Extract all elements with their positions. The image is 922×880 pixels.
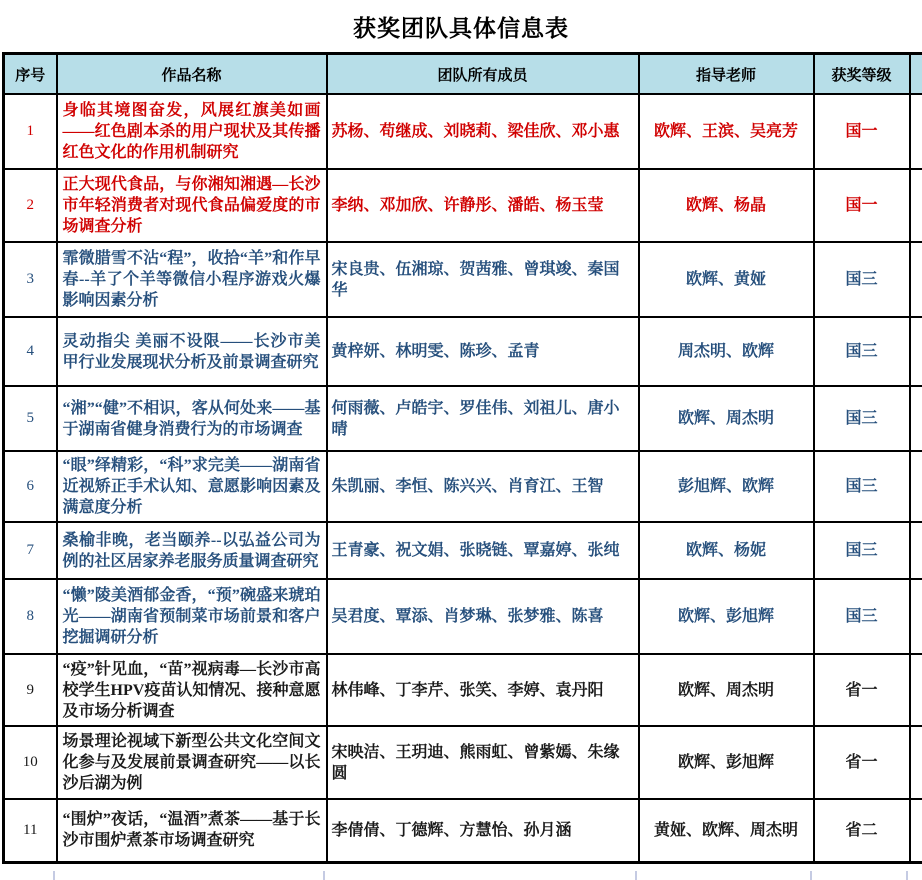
cell-award-level: 国一 [814,169,910,242]
gridline [810,871,812,880]
cell-extra-clipped [910,317,922,386]
table-row [4,317,922,386]
cell-advisors: 黄娅、欧辉、周杰明 [639,799,814,862]
cell-members: 黄梓妍、林明雯、陈珍、孟青 [327,317,639,386]
cell-work-name: 正大现代食品，与你湘知湘遇—长沙市年轻消费者对现代食品偏爱度的市场调查分析 [57,169,327,242]
cell-work-name: “湘”“健”不相识，客从何处来——基于湖南省健身消费行为的市场调查 [57,386,327,451]
cell-serial-number: 6 [4,451,57,522]
cell-award-level: 国一 [814,94,910,169]
cell-work-name: “围炉”夜话，“温酒”煮茶——基于长沙市围炉煮茶市场调查研究 [57,799,327,862]
gridline [53,871,55,880]
partial-next-row [2,871,922,880]
cell-award-level: 省一 [814,726,910,799]
table-row [4,799,922,862]
column-header-award: 获奖等级 [814,54,910,95]
cell-serial-number: 4 [4,317,57,386]
cell-work-name: 霏微腊雪不沾“程”，收拾“羊”和作早春--羊了个羊等微信小程序游戏火爆影响因素分析 [57,242,327,317]
table-header [4,54,922,95]
cell-extra-clipped [910,94,922,169]
cell-advisors: 欧辉、黄娅 [639,242,814,317]
table-row [4,451,922,522]
cell-advisors: 欧辉、周杰明 [639,654,814,726]
cell-serial-number: 2 [4,169,57,242]
cell-award-level: 国三 [814,242,910,317]
cell-members: 李纳、邓加欣、许静彤、潘皓、杨玉莹 [327,169,639,242]
table-row [4,654,922,726]
cell-advisors: 欧辉、彭旭辉 [639,579,814,654]
cell-work-name: “眼”绎精彩，“科”求完美——湖南省近视矫正手术认知、意愿影响因素及满意度分析 [57,451,327,522]
cell-award-level: 国三 [814,386,910,451]
cell-advisors: 周杰明、欧辉 [639,317,814,386]
cell-extra-clipped [910,242,922,317]
cell-extra-clipped [910,579,922,654]
gridline [323,871,325,880]
page-title: 获奖团队具体信息表 [0,10,922,43]
cell-advisors: 欧辉、杨妮 [639,522,814,579]
table-row [4,386,922,451]
cell-work-name: 身临其境图奋发，风展红旗美如画——红色剧本杀的用户现状及其传播红色文化的作用机制研究 [57,94,327,169]
cell-extra-clipped [910,386,922,451]
cell-extra-clipped [910,522,922,579]
cell-serial-number: 3 [4,242,57,317]
cell-work-name: 灵动指尖 美丽不设限——长沙市美甲行业发展现状分析及前景调查研究 [57,317,327,386]
cell-advisors: 欧辉、王滨、吴亮芳 [639,94,814,169]
cell-members: 王青豪、祝文娟、张晓链、覃嘉婷、张纯 [327,522,639,579]
column-header-members: 团队所有成员 [327,54,639,95]
awards-table [2,52,922,864]
cell-serial-number: 1 [4,94,57,169]
cell-serial-number: 10 [4,726,57,799]
cell-members: 宋良贵、伍湘琼、贺茜雅、曾琪竣、秦国华 [327,242,639,317]
cell-extra-clipped [910,451,922,522]
cell-members: 朱凯丽、李恒、陈兴兴、肖育江、王智 [327,451,639,522]
cell-members: 宋映洁、王玥迪、熊雨虹、曾紫嫣、朱缘圆 [327,726,639,799]
cell-members: 吴君度、覃添、肖梦琳、张梦雅、陈喜 [327,579,639,654]
gridline [906,871,908,880]
cell-award-level: 国三 [814,579,910,654]
cell-award-level: 省二 [814,799,910,862]
table-row [4,522,922,579]
cell-work-name: 场景理论视域下新型公共文化空间文化参与及发展前景调查研究——以长沙后湖为例 [57,726,327,799]
cell-work-name: 桑榆非晚，老当颐养--以弘益公司为例的社区居家养老服务质量调查研究 [57,522,327,579]
column-header-work-name: 作品名称 [57,54,327,95]
cell-serial-number: 9 [4,654,57,726]
column-header-no: 序号 [4,54,57,95]
cell-advisors: 欧辉、彭旭辉 [639,726,814,799]
table-row [4,726,922,799]
cell-award-level: 国三 [814,317,910,386]
cell-advisors: 欧辉、杨晶 [639,169,814,242]
column-header-extra-clipped [910,54,922,95]
cell-work-name: “懒”陵美酒郁金香，“预”碗盛来琥珀光——湖南省预制菜市场前景和客户挖掘调研分析 [57,579,327,654]
column-header-advisors: 指导老师 [639,54,814,95]
header-row [4,54,922,95]
cell-advisors: 彭旭辉、欧辉 [639,451,814,522]
cell-award-level: 省一 [814,654,910,726]
table-row [4,579,922,654]
cell-work-name: “疫”针见血，“苗”视病毒—长沙市高校学生HPV疫苗认知情况、接种意愿及市场分析调查 [57,654,327,726]
cell-serial-number: 7 [4,522,57,579]
cell-extra-clipped [910,726,922,799]
cell-serial-number: 8 [4,579,57,654]
cell-award-level: 国三 [814,451,910,522]
cell-members: 苏杨、苟继成、刘晓莉、梁佳欣、邓小惠 [327,94,639,169]
cell-members: 李倩倩、丁德辉、方慧怡、孙月涵 [327,799,639,862]
cell-members: 林伟峰、丁李芹、张笑、李婷、袁丹阳 [327,654,639,726]
cell-serial-number: 5 [4,386,57,451]
cell-award-level: 国三 [814,522,910,579]
cell-extra-clipped [910,799,922,862]
cell-advisors: 欧辉、周杰明 [639,386,814,451]
cell-extra-clipped [910,169,922,242]
table-row [4,169,922,242]
table-row [4,94,922,169]
cell-extra-clipped [910,654,922,726]
table-body [4,94,922,862]
cell-serial-number: 11 [4,799,57,862]
cell-members: 何雨薇、卢皓宇、罗佳伟、刘祖儿、唐小晴 [327,386,639,451]
table-row [4,242,922,317]
gridline [635,871,637,880]
